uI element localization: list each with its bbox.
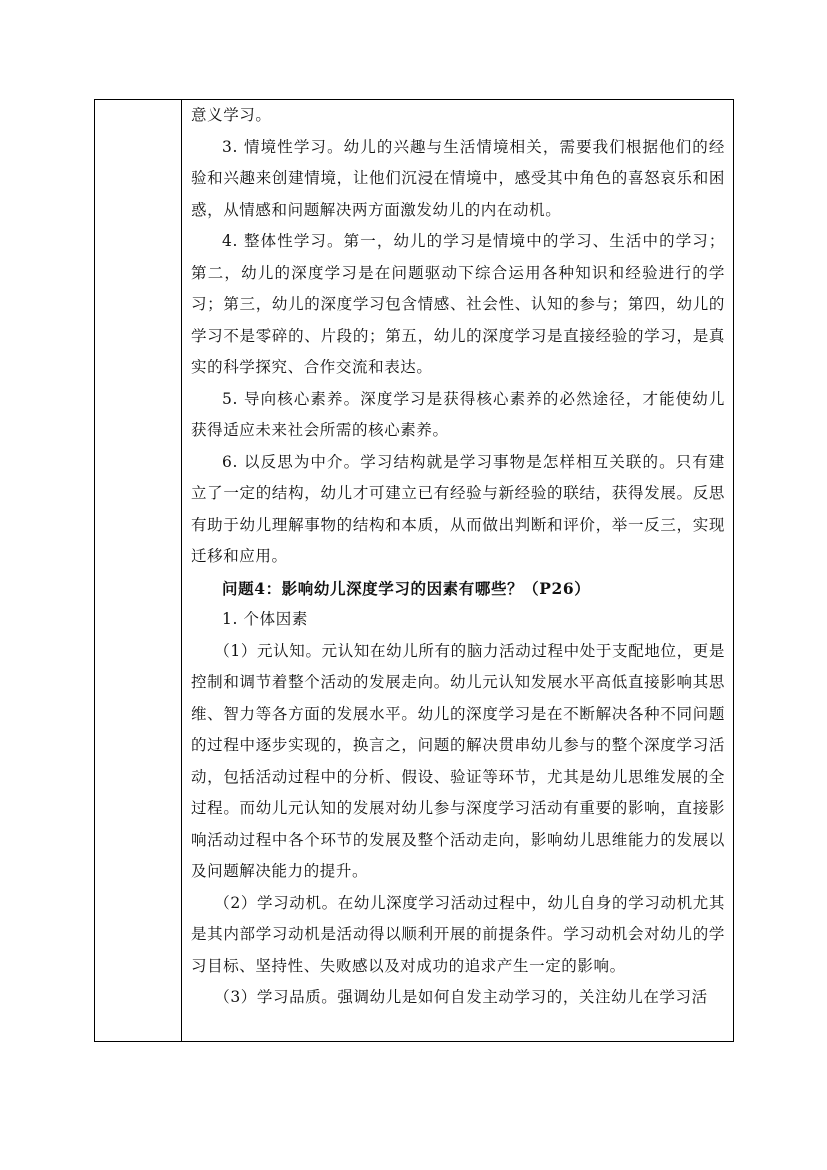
document-table [94,99,734,1042]
paragraph-reflection: 6. 以反思为中介。学习结构就是学习事物是怎样相互关联的。只有建立了一定的结构，幼儿才可建立已有经验与新经验的联结，获得发展。反思有助于幼儿理解事物的结构和本质，从而做出判断和评价，举一反三，实现迁移和应用。 [191,452,725,565]
paragraph-learning-quality: （3）学习品质。强调幼儿是如何自发主动学习的，关注幼儿在学习活 [214,988,708,1006]
paragraph-core-competency: 5. 导向核心素养。深度学习是获得核心素养的必然途径，才能使幼儿获得适应未来社会所需的核心素养。 [191,389,725,439]
paragraph-situational-learning: 3. 情境性学习。幼儿的兴趣与生活情境相关，需要我们根据他们的经验和兴趣来创建情境，让他们沉浸在情境中，感受其中角色的喜怒哀乐和困惑，从情感和问题解决两方面激发幼儿的内在动机。 [191,137,725,219]
paragraph-metacognition: （1）元认知。元认知在幼儿所有的脑力活动过程中处于支配地位，更是控制和调节着整个活动的发展走向。幼儿元认知发展水平高低直接影响其思维、智力等各方面的发展水平。幼儿的深度学习是在不断解决各种不同问题的过程中逐步实现的，换言之，问题的解决贯串幼儿参与的整个深度学习活动，包括活动过程中的分析、假设、验证等环节，尤其是幼儿思维发展的全过程。而幼儿元认知的发展对幼儿参与深度学习活动有重要的影响，直接影响活动过程中各个环节的发展及整个活动走向，影响幼儿思维能力的发展以及问题解决能力的提升。 [191,641,725,880]
question-heading: 问题4：影响幼儿深度学习的因素有哪些？（P26） [222,578,591,598]
paragraph-continuation: 意义学习。 [191,106,272,124]
paragraph-motivation: （2）学习动机。在幼儿深度学习活动过程中，幼儿自身的学习动机尤其是其内部学习动机是活动得以顺利开展的前提条件。学习动机会对幼儿的学习目标、坚持性、失败感以及对成功的追求产生一定的影响。 [191,893,725,975]
paragraph-individual-factors: 1. 个体因素 [222,610,308,628]
table-left-cell [95,100,182,1041]
table-content-cell [182,100,733,1041]
paragraph-holistic-learning: 4. 整体性学习。第一，幼儿的学习是情境中的学习、生活中的学习；第二，幼儿的深度学习是在问题驱动下综合运用各种知识和经验进行的学习；第三，幼儿的深度学习包含情感、社会性、认知的参与；第四，幼儿的学习不是零碎的、片段的；第五，幼儿的深度学习是直接经验的学习，是真实的科学探究、合作交流和表达。 [191,232,725,376]
